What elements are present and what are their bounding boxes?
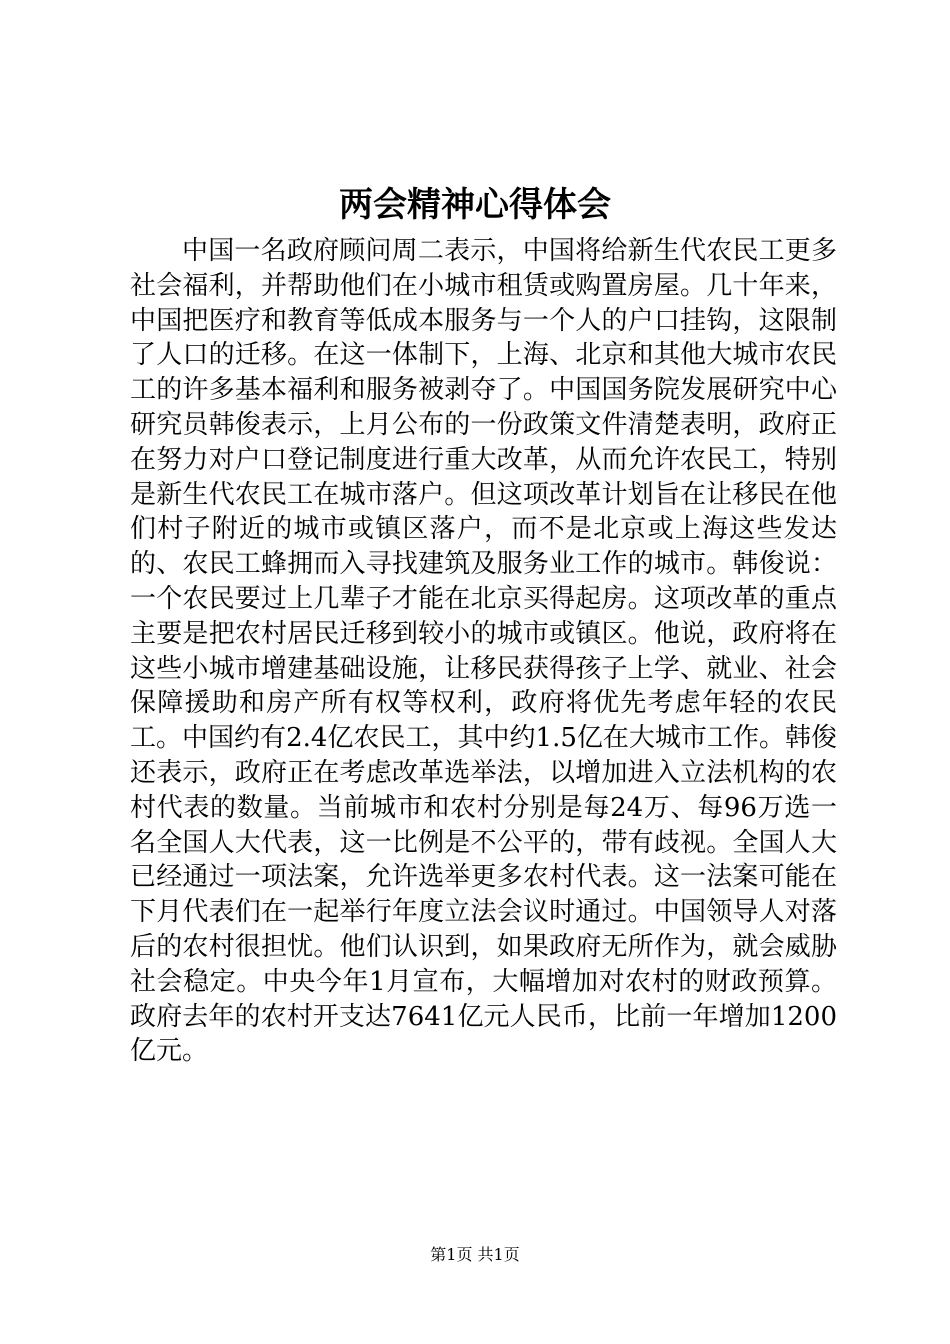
document-title: 两会精神心得体会 bbox=[339, 185, 611, 225]
body-paragraph: 中国一名政府顾问周二表示，中国将给新生代农民工更多社会福利，并帮助他们在小城市租赁或购置房屋。几十年来，中国把医疗和教育等低成本服务与一个人的户口挂钩，这限制了人口的迁移。在这一体制下，上海、北京和其他大城市农民工的许多基本福利和服务被剥夺了。中国国务院发展研究中心研究员韩俊表示，上月公布的一份政策文件清楚表明，政府正在努力对户口登记制度进行重大改革，从而允许农民工，特别是新生代农民工在城市落户。但这项改革计划旨在让移民在他们村子附近的城市或镇区落户，而不是北京或上海这些发达的、农民工蜂拥而入寻找建筑及服务业工作的城市。韩俊说：一个农民要过上几辈子才能在北京买得起房。这项改革的重点主要是把农村居民迁移到较小的城市或镇区。他说，政府将在这些小城市增建基础设施，让移民获得孩子上学、就业、社会保障援助和房产所有权等权利，政府将优先考虑年轻的农民工。中国约有2.4亿农民工，其中约1.5亿在大城市工作。韩俊还表示，政府正在考虑改革选举法，以增加进入立法机构的农村代表的数量。当前城市和农村分别是每24万、每96万选一名全国人大代表，这一比例是不公平的，带有歧视。全国人大已经通过一项法案，允许选举更多农村代表。这一法案可能在下月代表们在一起举行年度立法会议时通过。中国领导人对落后的农村很担忧。他们认识到，如果政府无所作为，就会威胁社会稳定。中央今年1月宣布，大幅增加对农村的财政预算。政府去年的农村开支达7641亿元人民币，比前一年增加1200亿元。 bbox=[130, 236, 837, 1067]
page-number-footer: 第1页 共1页 bbox=[430, 1245, 520, 1264]
